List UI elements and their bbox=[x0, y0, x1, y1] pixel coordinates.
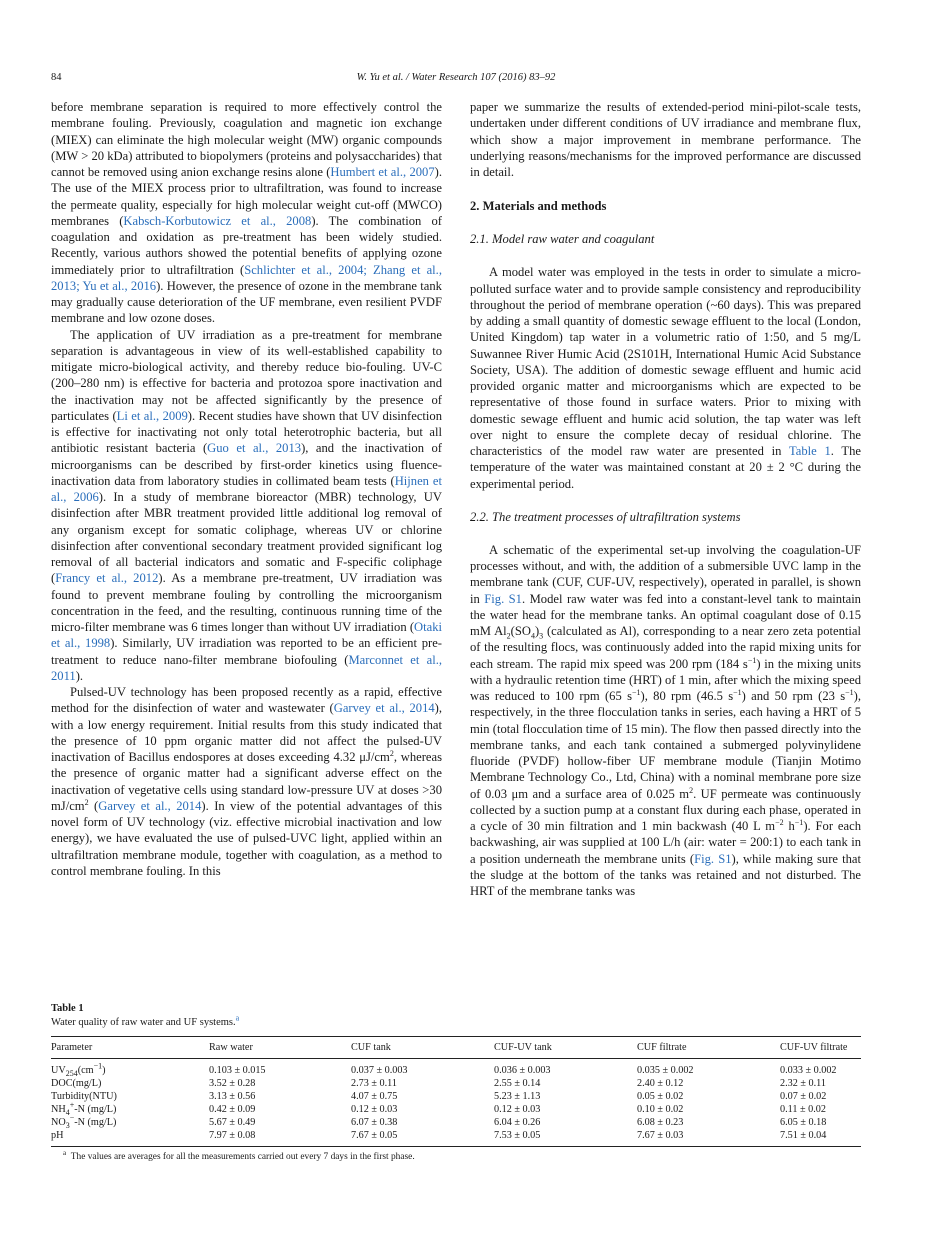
text: (SO bbox=[510, 624, 531, 638]
footnote-marker[interactable]: a bbox=[235, 1013, 240, 1023]
paragraph-treatment bbox=[470, 542, 861, 900]
table-row bbox=[51, 1077, 861, 1090]
table-cell: 3.52 ± 0.28 bbox=[209, 1078, 256, 1090]
table-cell: 6.07 ± 0.38 bbox=[351, 1117, 398, 1129]
citation-link[interactable]: Otaki et al., 1998 bbox=[51, 620, 442, 651]
text: A model water was employed in the tests in order to simulate a micro-polluted surface water and to provide sample consistency and reproducibility throughout the period of membrane operation (~60 days). This was prepared by adding a small quantity of domestic sewage effluent to the local (London, United Kingdom) tap water in a volumetric ratio of 1:50, and 5 mg/L Suwannee River Humic Acid (2S101H, International Humic Acid Substance Society, USA). The addition of domestic sewage effluent and humic acid provided organic matter and microorganisms which are expected to be representative of those found in surface waters. Prior to mixing with domestic sewage effluent and humic acid solution, the tap water was left over night to ensure the complete decay of residual chlorine. The characteristics of the model raw water are presented in bbox=[470, 265, 861, 458]
table-1 bbox=[51, 1002, 861, 1162]
citation-link[interactable]: Kabsch-Korbutowicz et al., 2008 bbox=[123, 213, 312, 228]
table-cell: 0.103 ± 0.015 bbox=[209, 1065, 266, 1076]
text: . The temperature of the water was maintained constant at 20 ± 2 °C during the experimental period. bbox=[470, 444, 861, 491]
row-label: pH bbox=[51, 1130, 64, 1142]
paragraph-uv-irradiation bbox=[51, 327, 442, 685]
journal-citation: W. Yu et al. / Water Research 107 (2016) 83–92 bbox=[356, 72, 556, 83]
text: ( bbox=[88, 798, 99, 813]
citation-link[interactable]: Humbert et al., 2007 bbox=[330, 165, 435, 179]
table-cell: 7.51 ± 0.04 bbox=[780, 1130, 827, 1142]
text: ), while making sure that the sludge at the bottom of the tanks was retained and not disturbed. The HRT of the membrane tanks was bbox=[470, 851, 861, 898]
text: A schematic of the experimental set-up involving the coagulation-UF processes without, and with, the addition of a submersible UVC lamp in the membrane tank (CUF, CUF-UV, respectively), operated in parallel, is shown in bbox=[470, 542, 861, 606]
paragraph-pulsed-uv bbox=[51, 684, 442, 879]
text: ). As a membrane pre-treatment, UV irradiation was found to prevent membrane fouling by controlling the microorganism concentration in the feed, and the resulting, continuous running time of the micro-filter membrane was 6 times longer than without UV irradiation ( bbox=[51, 571, 442, 634]
text: ). Recent studies have shown that UV disinfection is effective for inactivating not only total heterotrophic bacteria, but all antibiotic resistant bacteria ( bbox=[51, 408, 442, 456]
text: ) and 50 rpm (23 s bbox=[741, 689, 846, 703]
row-label: $NO_3^--N$ (mg/L) bbox=[51, 1113, 117, 1131]
table-cell: 0.037 ± 0.003 bbox=[351, 1065, 408, 1076]
table-cell: 7.97 ± 0.08 bbox=[209, 1130, 256, 1142]
table-row bbox=[51, 1129, 861, 1146]
text: , whereas the presence of organic matter had a significant adverse effect on the inactivation of vegetative cells using standard low-pressure UV at doses >30 mJ/cm bbox=[51, 750, 442, 813]
superscript: −1 bbox=[733, 687, 742, 697]
table-row bbox=[51, 1103, 861, 1116]
text: ), and the inactivation of microorganisms can be described by first-order kinetics using fluence-inactivation data from laboratory studies in collimated beam tests ( bbox=[51, 441, 442, 488]
table-cell: 0.07 ± 0.02 bbox=[780, 1091, 827, 1103]
row-label: $UV_{254}(cm^{-1})$ bbox=[51, 1061, 106, 1079]
table-cell: 6.08 ± 0.23 bbox=[637, 1117, 684, 1129]
text: (calculated as Al), corresponding to a near zero zeta potential of the resulting flocs, was continuously added into the rapid mixing units for each stream. The rapid mix speed was 200 rpm (184 s bbox=[470, 624, 861, 671]
table-cell: 0.033 ± 0.002 bbox=[780, 1065, 837, 1076]
table-cell: 5.23 ± 1.13 bbox=[494, 1091, 541, 1103]
right-column bbox=[470, 99, 861, 899]
table-cell: 0.42 ± 0.09 bbox=[209, 1104, 256, 1116]
table-cell: 0.11 ± 0.02 bbox=[780, 1104, 826, 1116]
column-header: CUF tank bbox=[351, 1042, 391, 1053]
superscript: −1 bbox=[845, 687, 854, 697]
text: ). In a study of membrane bioreactor (MBR) technology, UV disinfection after MBR treatment provided little additional log removal of any organism except for somatic coliphage, whereas UV or chlorine disinfection after conventional secondary treatment provided significant log removal of all bacterial indicators and somatic and F-specific coliphage ( bbox=[51, 490, 442, 586]
paragraph-summary: paper we summarize the results of extended-period mini-pilot-scale tests, undertaken under different conditions of UV irradiance and membrane flux, which show a major improvement in membrane performance. The underlying reasons/mechanisms for the improved performance are discussed in detail. bbox=[470, 100, 861, 179]
table-row bbox=[51, 1116, 861, 1129]
table-cell: 3.13 ± 0.56 bbox=[209, 1091, 256, 1103]
paragraph-model-water bbox=[470, 264, 861, 492]
table-link[interactable]: Table 1 bbox=[788, 444, 831, 458]
page-number: 84 bbox=[51, 72, 62, 83]
text: ). The use of the MIEX process prior to ultrafiltration, was found to increase the permeate quality, especially for high molecular weight cut-off (MWCO) membranes ( bbox=[51, 165, 442, 228]
superscript: −2 bbox=[775, 817, 784, 827]
table-row bbox=[51, 1059, 861, 1078]
running-header bbox=[51, 72, 861, 88]
text: ). In view of the potential advantages of this novel form of UV technology (viz. effective microbial inactivation and low energy), we have evaluated the use of pulsed-UVC light, applied within an ultrafiltration membrane module, together with coagulation, as a method to control membrane fouling. In this bbox=[51, 798, 443, 878]
superscript: −1 bbox=[747, 655, 757, 665]
text: The application of UV irradiation as a pre-treatment for membrane separation is advantageous in view of its well-established capability to mitigate micro-biological activity, and thereby reduce bio-fouling. UV-C (200–280 nm) is effective for bacteria and protozoa spore inactivation and the inactivation may not be affected significantly by the presence of particulates ( bbox=[51, 327, 442, 423]
text: ), 80 rpm (46.5 s bbox=[640, 689, 734, 703]
table-title: Table 1 bbox=[51, 1003, 84, 1014]
table-cell: 7.67 ± 0.05 bbox=[351, 1130, 398, 1142]
paragraph-membrane-fouling bbox=[51, 99, 442, 327]
table-cell: 5.67 ± 0.49 bbox=[209, 1117, 256, 1129]
row-label: DOC(mg/L) bbox=[51, 1078, 102, 1090]
table-cell: 2.73 ± 0.11 bbox=[351, 1078, 397, 1090]
column-header: Parameter bbox=[51, 1042, 93, 1053]
subscript: 4 bbox=[530, 631, 535, 641]
subsection-heading: 2.2. The treatment processes of ultrafiltration systems bbox=[470, 509, 741, 524]
text: . UF permeate was continuously collected by a suction pump at a constant flux during each phase, operated in a cycle of 30 min filtration and 1 min backwash (40 L m bbox=[470, 786, 861, 833]
text: ). However, the presence of ozone in the membrane tank may gradually cause deterioration of the UF membrane, even resilient PVDF membrane and low ozone doses. bbox=[51, 278, 442, 326]
text: ) bbox=[534, 624, 540, 638]
text: Pulsed-UV technology has been proposed recently as a rapid, effective method for the disinfection of water and wastewater ( bbox=[51, 685, 442, 716]
figure-link[interactable]: Fig. S1 bbox=[694, 851, 732, 866]
row-label: $NH_4^+-N$ (mg/L) bbox=[51, 1100, 117, 1118]
column-header: CUF-UV tank bbox=[494, 1042, 552, 1053]
column-header: CUF-UV filtrate bbox=[780, 1042, 848, 1053]
footnote-text: The values are averages for all the measurements carried out every 7 days in the first phase. bbox=[70, 1151, 415, 1162]
subscript: 3 bbox=[539, 631, 544, 641]
table-cell: 7.53 ± 0.05 bbox=[494, 1130, 541, 1142]
table-cell: 6.04 ± 0.26 bbox=[494, 1117, 541, 1129]
subscript: 2 bbox=[506, 631, 511, 641]
text: ). For each backwashing, air was supplied at 100 L/h (air: water = 200:1) to each tank in a position underneath the membrane units ( bbox=[470, 819, 861, 866]
text: ), respectively, in the three flocculation tanks in series, each having a HRT of 5 min (total flocculation time of 15 min). The flow then passed directly into the membrane tanks, and each tank contained a submerged polyvinylidene fluoride (PVDF) hollow-fiber UF membrane module (Tianjin Motimo Membrane Technology Co., Ltd, China) with a nominal membrane pore size of 0.03 μm and a surface area of 0.025 m bbox=[470, 689, 861, 801]
table-cell: 0.10 ± 0.02 bbox=[637, 1104, 684, 1116]
citation-link[interactable]: Marconnet et al., 2011 bbox=[51, 652, 443, 683]
subsection-heading: 2.1. Model raw water and coagulant bbox=[470, 232, 655, 247]
table-cell: 0.12 ± 0.03 bbox=[494, 1104, 541, 1116]
column-header: Raw water bbox=[209, 1042, 253, 1053]
text: ) in the mixing units with a hydraulic retention time (HRT) of 1 min, after which the mixing speed was reduced to 100 rpm (65 s bbox=[470, 656, 861, 703]
table-cell: 2.40 ± 0.12 bbox=[637, 1078, 684, 1090]
table-cell: 0.036 ± 0.003 bbox=[494, 1065, 551, 1076]
table-cell: 0.05 ± 0.02 bbox=[637, 1091, 684, 1103]
column-header: CUF filtrate bbox=[637, 1042, 687, 1053]
table-cell: 0.12 ± 0.03 bbox=[351, 1104, 398, 1116]
citation-link[interactable]: Francy et al., 2012 bbox=[55, 571, 159, 586]
table-cell: 4.07 ± 0.75 bbox=[351, 1091, 398, 1103]
table-footnote bbox=[51, 1148, 861, 1162]
table-header-row bbox=[51, 1037, 861, 1059]
left-column bbox=[51, 99, 442, 879]
superscript: 2 bbox=[689, 785, 694, 795]
citation-link[interactable]: Garvey et al., 2014 bbox=[98, 798, 202, 813]
table-caption bbox=[51, 1013, 861, 1030]
superscript: −1 bbox=[631, 687, 641, 697]
citation-link[interactable]: Schlichter et al., 2004; Zhang et al., 2013; Yu et al., 2016 bbox=[51, 262, 442, 293]
text: before membrane separation is required to more effectively control the membrane fouling. Previously, coagulation and magnetic ion exchange (MIEX) can eliminate the high molecular weight (MW) organic compounds (MW > 20 kDa) attributed to biopolymers (proteins and polysaccharides) that cannot be removed using anion exchange resins alone ( bbox=[51, 100, 442, 179]
figure-link[interactable]: Fig. S1 bbox=[484, 591, 522, 606]
table-cell: 2.32 ± 0.11 bbox=[780, 1078, 826, 1090]
table-cell: 0.035 ± 0.002 bbox=[637, 1065, 694, 1076]
text: . Model raw water was fed into a constant-level tank to maintain the water head for the membrane tanks. An optimal coagulant dose of 0.15 mM Al bbox=[470, 591, 861, 638]
text: ). Similarly, UV irradiation was reported to be an efficient pre-treatment to reduce nano-filter membrane biofouling ( bbox=[51, 636, 442, 667]
caption-text: Water quality of raw water and UF systems. bbox=[51, 1017, 236, 1028]
citation-link[interactable]: Li et al., 2009 bbox=[116, 408, 188, 423]
superscript: 2 bbox=[389, 748, 394, 758]
citation-link[interactable]: Guo et al., 2013 bbox=[207, 441, 302, 456]
water-quality-table bbox=[51, 1036, 861, 1147]
superscript: 2 bbox=[84, 797, 89, 807]
citation-link[interactable]: Garvey et al., 2014 bbox=[333, 701, 435, 716]
table-row bbox=[51, 1090, 861, 1103]
table-cell: 7.67 ± 0.03 bbox=[637, 1130, 684, 1142]
table-cell: 6.05 ± 0.18 bbox=[780, 1117, 827, 1129]
text: h bbox=[783, 819, 795, 833]
superscript: −1 bbox=[794, 817, 804, 827]
row-label: Turbidity(NTU) bbox=[51, 1091, 117, 1103]
text: ), with a low energy requirement. Initial results from this study indicated that the presence of 10 ppm organic matter did not affect the pulsed-UV inactivation of Bacillus endospores at doses exceeding 4.32 μJ/cm bbox=[51, 701, 443, 764]
table-cell: 2.55 ± 0.14 bbox=[494, 1078, 541, 1090]
footnote-marker: a bbox=[63, 1148, 67, 1157]
section-heading: 2. Materials and methods bbox=[470, 199, 607, 214]
text: ). The combination of coagulation and oxidation as pre-treatment has been widely studied. Recently, various authors showed the potential benefits of applying ozone immediately prior to ultrafiltration ( bbox=[51, 213, 442, 277]
text: ). bbox=[75, 668, 84, 683]
citation-link[interactable]: Hijnen et al., 2006 bbox=[51, 473, 442, 504]
